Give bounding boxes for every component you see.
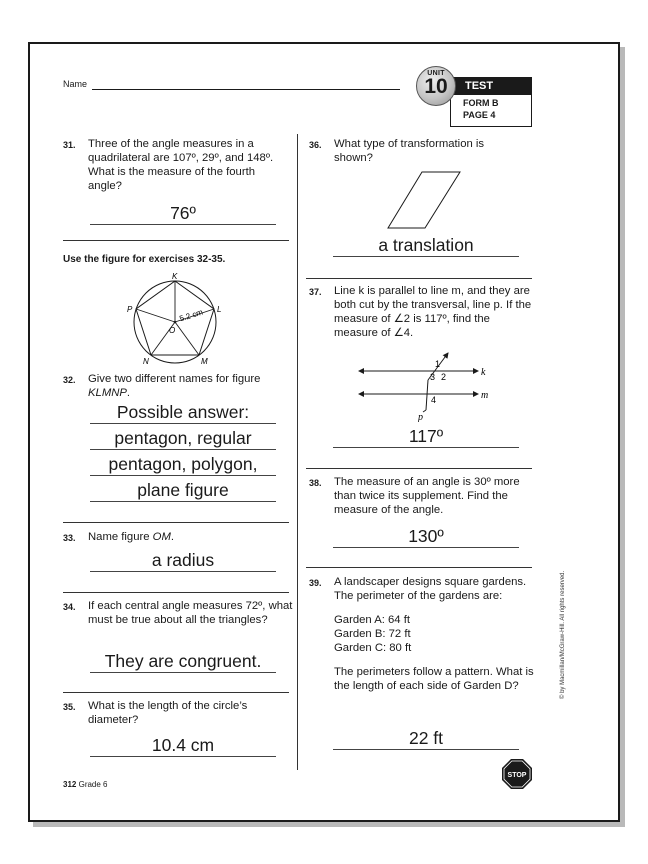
test-page — [28, 42, 620, 822]
garden-a: Garden A: 64 ft — [334, 614, 410, 626]
answer-39: 22 ft — [333, 727, 519, 750]
question-34 — [63, 599, 293, 627]
question-number: 34. — [63, 602, 76, 612]
test-info-box — [450, 77, 532, 127]
answer-35: 10.4 cm — [90, 734, 276, 757]
question-text: Give two different names for figure KLMNP. — [88, 373, 261, 399]
separator — [306, 278, 532, 279]
line-m-label: m — [481, 390, 489, 401]
copyright-notice: © by Macmillan/McGraw-Hill. All rights reserved. — [560, 570, 566, 699]
form-label: FORM B — [463, 98, 499, 108]
grade-label: Grade 6 — [78, 780, 108, 789]
answer-32-line-2: pentagon, regular — [90, 427, 276, 450]
question-number: 32. — [63, 375, 76, 385]
parallel-lines-figure — [348, 350, 498, 422]
line-k-label: k — [481, 367, 486, 378]
unit-word: UNIT — [427, 70, 445, 77]
question-number: 31. — [63, 140, 76, 150]
question-39 — [309, 575, 535, 693]
test-title: TEST — [451, 78, 531, 95]
answer-32-line-4: plane figure — [90, 479, 276, 502]
answer-37: 117º — [333, 425, 519, 448]
center-o-label: O — [169, 326, 176, 335]
radius-label: 5.2 cm — [178, 307, 204, 324]
vertex-p-label: P — [127, 305, 133, 314]
separator — [63, 692, 289, 693]
unit-number: 10 — [424, 75, 448, 98]
separator — [63, 592, 289, 593]
question-number: 36. — [309, 140, 322, 150]
figure-heading: Use the figure for exercises 32-35. — [63, 254, 226, 265]
garden-c: Garden C: 80 ft — [334, 642, 412, 654]
name-label: Name — [63, 79, 88, 89]
question-text: What is the length of the circle’s diameter? — [88, 700, 248, 726]
vertex-m-label: M — [201, 357, 208, 366]
answer-38: 130º — [333, 525, 519, 548]
answer-34: They are congruent. — [90, 650, 276, 673]
vertex-n-label: N — [143, 357, 149, 366]
separator — [306, 567, 532, 568]
question-text: If each central angle measures 72º, what must be true about all the triangles? — [88, 600, 293, 626]
question-intro: A landscaper designs square gardens. The perimeter of the gardens are: — [334, 576, 527, 602]
question-37 — [309, 284, 537, 340]
angle-2-label: 2 — [441, 372, 447, 382]
garden-b: Garden B: 72 ft — [334, 628, 411, 640]
separator — [63, 522, 289, 523]
page-footer — [63, 780, 108, 789]
answer-32-line-1: Possible answer: — [90, 401, 276, 424]
page-label: PAGE 4 — [463, 110, 496, 120]
garden-list — [309, 613, 535, 655]
separator — [306, 468, 532, 469]
column-divider — [297, 134, 298, 770]
question-number: 33. — [63, 533, 76, 543]
unit-badge — [416, 66, 456, 106]
answer-32-line-3: pentagon, polygon, — [90, 453, 276, 476]
question-number: 38. — [309, 478, 322, 488]
question-38 — [309, 475, 535, 517]
question-text: Name figure OM. — [88, 531, 175, 543]
question-31 — [63, 137, 283, 193]
page-number: 312 — [63, 780, 77, 789]
angle-1-label: 1 — [435, 359, 441, 369]
separator — [63, 240, 289, 241]
question-text: Line k is parallel to line m, and they are both cut by the transversal, line p. If the measure of ∠2 is 117º, find the measure of ∠4. — [334, 285, 532, 339]
stop-label: STOP — [507, 772, 527, 779]
answer-33: a radius — [90, 549, 276, 572]
line-p-label: p — [418, 412, 423, 422]
question-36 — [309, 137, 519, 165]
angle-4-label: 4 — [431, 395, 437, 405]
question-number: 39. — [309, 578, 322, 588]
question-number: 37. — [309, 287, 322, 297]
answer-31: 76º — [90, 202, 276, 225]
question-text: Three of the angle measures in a quadrilateral are 107º, 29º, and 148º. What is the measure of the fourth angle? — [88, 138, 274, 192]
stop-sign-icon — [501, 758, 533, 790]
question-number: 35. — [63, 702, 76, 712]
vertex-l-label: L — [217, 305, 222, 314]
vertex-k-label: K — [172, 272, 178, 281]
name-line[interactable] — [92, 89, 400, 90]
pentagon-figure — [125, 270, 235, 366]
question-text: The measure of an angle is 30º more than twice its supplement. Find the measure of the angle. — [334, 476, 520, 516]
question-text: What type of transformation is shown? — [334, 138, 485, 164]
question-33 — [63, 530, 289, 544]
question-35 — [63, 699, 289, 727]
angle-3-label: 3 — [430, 372, 436, 382]
transformation-figure — [382, 170, 462, 232]
question-32 — [63, 372, 293, 400]
answer-36: a translation — [333, 234, 519, 257]
question-text: The perimeters follow a pattern. What is the length of each side of Garden D? — [334, 666, 534, 692]
